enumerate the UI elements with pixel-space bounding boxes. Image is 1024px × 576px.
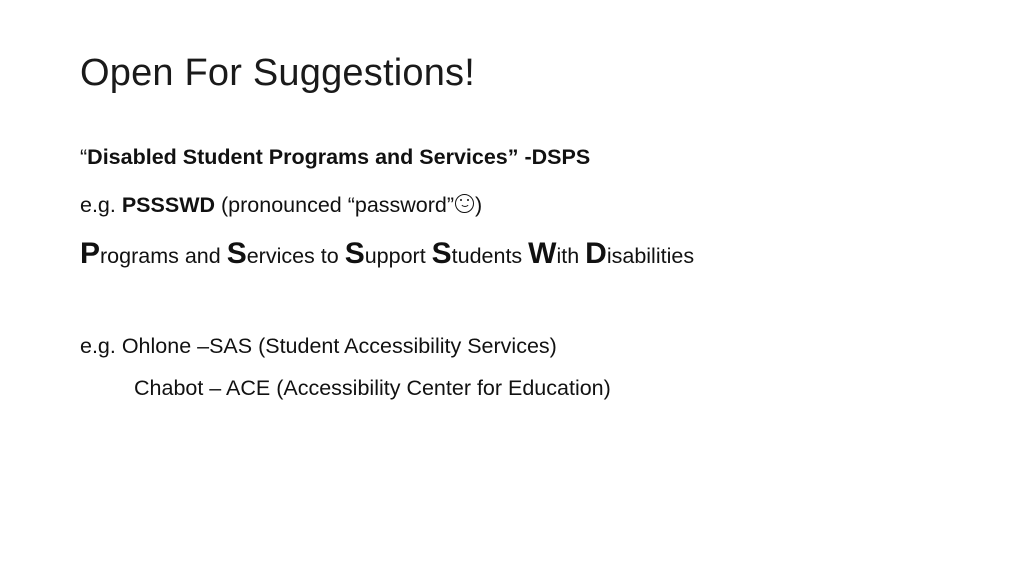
- initial-letter: P: [80, 237, 101, 270]
- chabot-line: Chabot – ACE (Accessibility Center for Education): [134, 376, 611, 400]
- smiley-face-icon: [455, 194, 474, 213]
- close-paren: ): [475, 193, 483, 217]
- dsps-bold-text: Disabled Student Programs and Services” -DSPS: [87, 145, 591, 169]
- eg-prefix: e.g.: [80, 193, 122, 217]
- pssswd-acronym: PSSSWD: [121, 193, 216, 217]
- initial-letter: W: [528, 237, 557, 270]
- initial-letter: D: [585, 237, 607, 270]
- word-rest: upport: [364, 244, 432, 268]
- pssswd-line: [80, 194, 482, 217]
- word-rest: ith: [556, 244, 586, 268]
- pronounced-text: (pronounced “password”: [215, 193, 455, 217]
- open-quote: “: [80, 145, 88, 169]
- initial-letter: S: [344, 237, 365, 270]
- word-rest: ervices to: [246, 244, 345, 268]
- initial-letter: S: [226, 237, 247, 270]
- word-rest: tudents: [451, 244, 529, 268]
- ohlone-line: e.g. Ohlone –SAS (Student Accessibility Services): [80, 334, 557, 358]
- acronym-expansion-line: [80, 239, 694, 269]
- initial-letter: S: [431, 237, 452, 270]
- word-rest: rograms and: [100, 244, 227, 268]
- dsps-line: [80, 147, 590, 169]
- word-rest: isabilities: [606, 244, 695, 268]
- slide-title: Open For Suggestions!: [80, 52, 475, 94]
